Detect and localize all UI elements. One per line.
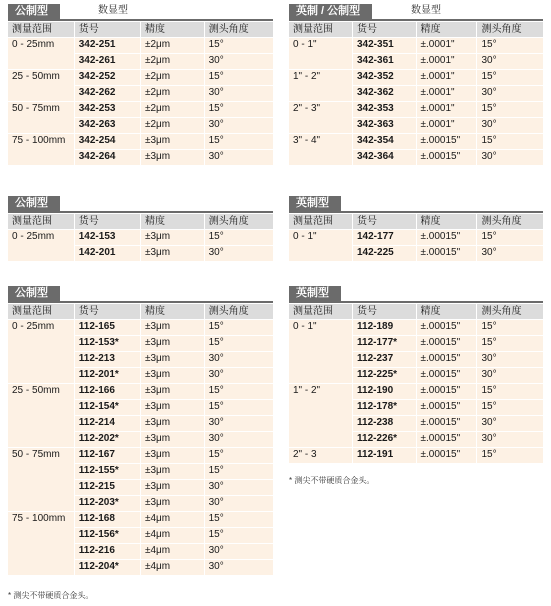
model-number-cell: 112-201*	[74, 368, 140, 384]
model-number-cell: 342-364	[353, 150, 417, 166]
header-range: 测量范围	[8, 304, 74, 320]
title-rule	[8, 301, 273, 303]
accuracy-cell: ±3μm	[141, 246, 205, 262]
range-cell: 50 - 75mm	[8, 448, 74, 512]
accuracy-cell: ±4μm	[141, 528, 205, 544]
block-type-tag: 公制型	[8, 4, 60, 19]
model-number-cell: 112-202*	[74, 432, 140, 448]
angle-cell: 15°	[477, 384, 543, 400]
accuracy-cell: ±4μm	[141, 560, 205, 576]
model-number-cell: 342-251	[74, 38, 140, 54]
block-title-row	[8, 4, 273, 20]
angle-cell: 15°	[204, 528, 273, 544]
model-number-cell: 112-154*	[74, 400, 140, 416]
accuracy-cell: ±.00015"	[416, 448, 477, 464]
model-number-cell: 142-201	[74, 246, 140, 262]
model-number-cell: 112-237	[353, 352, 417, 368]
table-row	[8, 384, 273, 400]
accuracy-cell: ±3μm	[141, 320, 205, 336]
table-row	[8, 102, 273, 118]
header-range: 测量范围	[8, 22, 74, 38]
header-range: 测量范围	[289, 22, 353, 38]
accuracy-cell: ±3μm	[141, 416, 205, 432]
range-cell: 0 - 1"	[289, 230, 353, 262]
model-number-cell: 112-226*	[353, 432, 417, 448]
range-cell: 25 - 50mm	[8, 384, 74, 448]
title-rule	[289, 211, 543, 213]
angle-cell: 30°	[477, 118, 543, 134]
accuracy-cell: ±.0001"	[416, 38, 477, 54]
range-cell: 3" - 4"	[289, 134, 353, 166]
angle-cell: 30°	[477, 368, 543, 384]
table-block-inch-metric-digital	[289, 4, 543, 166]
accuracy-cell: ±.00015"	[416, 150, 477, 166]
header-model: 货号	[74, 22, 140, 38]
header-accuracy: 精度	[416, 214, 477, 230]
range-cell: 75 - 100mm	[8, 134, 74, 166]
accuracy-cell: ±3μm	[141, 352, 205, 368]
range-cell: 0 - 1"	[289, 320, 353, 384]
angle-cell: 30°	[204, 432, 273, 448]
header-model: 货号	[353, 304, 417, 320]
accuracy-cell: ±3μm	[141, 368, 205, 384]
block-title-row	[289, 196, 543, 212]
angle-cell: 30°	[477, 416, 543, 432]
angle-cell: 15°	[204, 512, 273, 528]
accuracy-cell: ±.00015"	[416, 416, 477, 432]
accuracy-cell: ±3μm	[141, 336, 205, 352]
header-range: 测量范围	[289, 304, 353, 320]
range-cell: 2" - 3	[289, 448, 353, 464]
accuracy-cell: ±.0001"	[416, 86, 477, 102]
accuracy-cell: ±2μm	[141, 86, 205, 102]
model-number-cell: 112-166	[74, 384, 140, 400]
angle-cell: 15°	[477, 400, 543, 416]
angle-cell: 15°	[204, 384, 273, 400]
model-number-cell: 342-262	[74, 86, 140, 102]
model-number-cell: 342-351	[353, 38, 417, 54]
footnote: * 测尖不带硬质合金头。	[289, 476, 375, 485]
angle-cell: 15°	[204, 400, 273, 416]
header-accuracy: 精度	[141, 304, 205, 320]
table-row	[8, 38, 273, 54]
table-row	[289, 448, 543, 464]
model-number-cell: 112-225*	[353, 368, 417, 384]
angle-cell: 15°	[204, 134, 273, 150]
range-cell: 0 - 25mm	[8, 320, 74, 384]
header-row	[8, 214, 273, 230]
header-accuracy: 精度	[416, 22, 477, 38]
accuracy-cell: ±.0001"	[416, 102, 477, 118]
angle-cell: 30°	[204, 560, 273, 576]
table-row	[8, 448, 273, 464]
header-angle: 测头角度	[204, 214, 273, 230]
angle-cell: 30°	[477, 246, 543, 262]
title-rule	[289, 301, 543, 303]
block-type-tag: 英制型	[289, 286, 341, 301]
model-number-cell: 342-264	[74, 150, 140, 166]
angle-cell: 15°	[477, 102, 543, 118]
angle-cell: 30°	[204, 352, 273, 368]
range-cell: 0 - 1"	[289, 38, 353, 70]
table-block-metric-digital	[8, 4, 273, 166]
table-block-inch-142	[289, 196, 543, 262]
range-cell: 1" - 2"	[289, 70, 353, 102]
model-number-cell: 112-213	[74, 352, 140, 368]
angle-cell: 15°	[204, 336, 273, 352]
spec-table	[8, 214, 273, 262]
model-number-cell: 142-153	[74, 230, 140, 246]
header-model: 货号	[74, 214, 140, 230]
angle-cell: 30°	[204, 416, 273, 432]
table-row	[289, 320, 543, 336]
range-cell: 1" - 2"	[289, 384, 353, 448]
model-number-cell: 112-156*	[74, 528, 140, 544]
angle-cell: 30°	[204, 54, 273, 70]
spec-table	[289, 214, 543, 262]
model-number-cell: 112-214	[74, 416, 140, 432]
accuracy-cell: ±2μm	[141, 118, 205, 134]
accuracy-cell: ±3μm	[141, 432, 205, 448]
angle-cell: 30°	[204, 480, 273, 496]
spec-table	[289, 304, 543, 464]
angle-cell: 15°	[204, 320, 273, 336]
block-subtitle: 数显型	[411, 5, 441, 16]
header-angle: 测头角度	[477, 214, 543, 230]
header-angle: 测头角度	[477, 22, 543, 38]
range-cell: 50 - 75mm	[8, 102, 74, 134]
block-subtitle: 数显型	[98, 5, 128, 16]
model-number-cell: 112-167	[74, 448, 140, 464]
header-accuracy: 精度	[141, 22, 205, 38]
table-block-inch-112	[289, 286, 543, 485]
angle-cell: 15°	[204, 70, 273, 86]
model-number-cell: 342-254	[74, 134, 140, 150]
header-range: 测量范围	[289, 214, 353, 230]
model-number-cell: 142-177	[353, 230, 417, 246]
accuracy-cell: ±.00015"	[416, 400, 477, 416]
header-range: 测量范围	[8, 214, 74, 230]
table-row	[289, 70, 543, 86]
model-number-cell: 112-190	[353, 384, 417, 400]
block-title-row	[289, 286, 543, 302]
header-angle: 测头角度	[477, 304, 543, 320]
model-number-cell: 342-253	[74, 102, 140, 118]
spec-table	[289, 22, 543, 166]
model-number-cell: 342-252	[74, 70, 140, 86]
table-row	[8, 70, 273, 86]
model-number-cell: 342-363	[353, 118, 417, 134]
accuracy-cell: ±3μm	[141, 496, 205, 512]
accuracy-cell: ±.00015"	[416, 230, 477, 246]
model-number-cell: 342-361	[353, 54, 417, 70]
model-number-cell: 342-263	[74, 118, 140, 134]
range-cell: 0 - 25mm	[8, 38, 74, 70]
angle-cell: 30°	[477, 54, 543, 70]
angle-cell: 15°	[204, 38, 273, 54]
block-type-tag: 英制型	[289, 196, 341, 211]
accuracy-cell: ±3μm	[141, 480, 205, 496]
table-row	[8, 512, 273, 528]
accuracy-cell: ±3μm	[141, 134, 205, 150]
accuracy-cell: ±.0001"	[416, 70, 477, 86]
model-number-cell: 142-225	[353, 246, 417, 262]
header-model: 货号	[74, 304, 140, 320]
accuracy-cell: ±4μm	[141, 512, 205, 528]
accuracy-cell: ±.00015"	[416, 368, 477, 384]
angle-cell: 15°	[477, 38, 543, 54]
range-cell: 2" - 3"	[289, 102, 353, 134]
header-angle: 测头角度	[204, 22, 273, 38]
range-cell: 75 - 100mm	[8, 512, 74, 576]
accuracy-cell: ±.00015"	[416, 384, 477, 400]
table-row	[289, 384, 543, 400]
angle-cell: 30°	[204, 544, 273, 560]
accuracy-cell: ±.00015"	[416, 352, 477, 368]
model-number-cell: 112-216	[74, 544, 140, 560]
table-block-metric-142	[8, 196, 273, 262]
table-row	[289, 134, 543, 150]
table-row	[8, 320, 273, 336]
model-number-cell: 112-189	[353, 320, 417, 336]
model-number-cell: 112-168	[74, 512, 140, 528]
accuracy-cell: ±.00015"	[416, 432, 477, 448]
spec-table	[8, 22, 273, 166]
accuracy-cell: ±.0001"	[416, 54, 477, 70]
model-number-cell: 112-191	[353, 448, 417, 464]
angle-cell: 15°	[477, 320, 543, 336]
accuracy-cell: ±2μm	[141, 70, 205, 86]
spec-table	[8, 304, 273, 576]
model-number-cell: 342-353	[353, 102, 417, 118]
angle-cell: 30°	[204, 150, 273, 166]
accuracy-cell: ±2μm	[141, 38, 205, 54]
model-number-cell: 112-238	[353, 416, 417, 432]
angle-cell: 30°	[477, 86, 543, 102]
accuracy-cell: ±.00015"	[416, 246, 477, 262]
accuracy-cell: ±.00015"	[416, 336, 477, 352]
header-row	[289, 304, 543, 320]
model-number-cell: 112-178*	[353, 400, 417, 416]
header-model: 货号	[353, 22, 417, 38]
angle-cell: 30°	[204, 86, 273, 102]
range-cell: 25 - 50mm	[8, 70, 74, 102]
header-angle: 测头角度	[204, 304, 273, 320]
accuracy-cell: ±.00015"	[416, 134, 477, 150]
accuracy-cell: ±.0001"	[416, 118, 477, 134]
header-row	[8, 22, 273, 38]
block-title-row	[8, 196, 273, 212]
title-rule	[8, 19, 273, 21]
angle-cell: 15°	[477, 70, 543, 86]
accuracy-cell: ±3μm	[141, 464, 205, 480]
angle-cell: 15°	[204, 230, 273, 246]
angle-cell: 15°	[204, 448, 273, 464]
header-row	[289, 22, 543, 38]
header-row	[289, 214, 543, 230]
range-cell: 0 - 25mm	[8, 230, 74, 262]
header-row	[8, 304, 273, 320]
angle-cell: 15°	[477, 448, 543, 464]
angle-cell: 15°	[477, 230, 543, 246]
angle-cell: 30°	[477, 150, 543, 166]
model-number-cell: 112-203*	[74, 496, 140, 512]
table-row	[289, 102, 543, 118]
block-type-tag: 英制 / 公制型	[289, 4, 372, 19]
accuracy-cell: ±2μm	[141, 54, 205, 70]
angle-cell: 15°	[204, 464, 273, 480]
angle-cell: 30°	[204, 368, 273, 384]
table-row	[289, 38, 543, 54]
accuracy-cell: ±2μm	[141, 102, 205, 118]
model-number-cell: 112-177*	[353, 336, 417, 352]
model-number-cell: 112-153*	[74, 336, 140, 352]
accuracy-cell: ±.00015"	[416, 320, 477, 336]
accuracy-cell: ±4μm	[141, 544, 205, 560]
angle-cell: 15°	[204, 102, 273, 118]
block-title-row	[8, 286, 273, 302]
accuracy-cell: ±3μm	[141, 400, 205, 416]
angle-cell: 15°	[477, 336, 543, 352]
model-number-cell: 342-354	[353, 134, 417, 150]
angle-cell: 30°	[204, 118, 273, 134]
table-block-metric-112	[8, 286, 273, 600]
header-accuracy: 精度	[141, 214, 205, 230]
block-title-row	[289, 4, 543, 20]
accuracy-cell: ±3μm	[141, 150, 205, 166]
block-type-tag: 公制型	[8, 196, 60, 211]
angle-cell: 30°	[204, 496, 273, 512]
angle-cell: 30°	[204, 246, 273, 262]
title-rule	[8, 211, 273, 213]
model-number-cell: 112-155*	[74, 464, 140, 480]
model-number-cell: 112-165	[74, 320, 140, 336]
table-row	[8, 134, 273, 150]
footnote: * 测尖不带硬质合金头。	[8, 591, 94, 600]
angle-cell: 30°	[477, 352, 543, 368]
model-number-cell: 112-215	[74, 480, 140, 496]
angle-cell: 30°	[477, 432, 543, 448]
header-accuracy: 精度	[416, 304, 477, 320]
model-number-cell: 342-362	[353, 86, 417, 102]
accuracy-cell: ±3μm	[141, 448, 205, 464]
model-number-cell: 342-352	[353, 70, 417, 86]
table-row	[289, 230, 543, 246]
accuracy-cell: ±3μm	[141, 230, 205, 246]
header-model: 货号	[353, 214, 417, 230]
title-rule	[289, 19, 543, 21]
block-type-tag: 公制型	[8, 286, 60, 301]
table-row	[8, 230, 273, 246]
accuracy-cell: ±3μm	[141, 384, 205, 400]
model-number-cell: 342-261	[74, 54, 140, 70]
angle-cell: 15°	[477, 134, 543, 150]
model-number-cell: 112-204*	[74, 560, 140, 576]
